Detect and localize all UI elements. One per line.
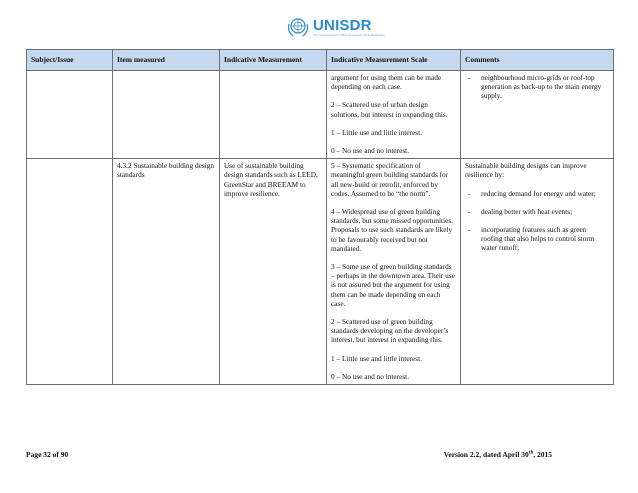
logo-wordmark: UNISDR bbox=[313, 16, 372, 34]
table-row bbox=[27, 71, 614, 159]
column-header-subject: Subject/Issue bbox=[27, 50, 113, 71]
column-header-comments: Comments bbox=[461, 50, 614, 71]
cell-subject bbox=[27, 159, 113, 385]
indicator-table bbox=[26, 49, 614, 385]
scale-level: 2 – Scattered use of urban design solutions, but interest in expanding this. bbox=[331, 100, 448, 119]
list-item: - dealing better with heat events; bbox=[465, 207, 609, 216]
comments-intro: Sustainable building designs can improve resilience by: bbox=[465, 161, 587, 180]
scale-level: 0 – No use and no interest. bbox=[331, 146, 410, 156]
page-footer bbox=[26, 450, 552, 459]
scale-level: 4 – Widespread use of green building standards, but some missed opportunities. Proposals to use such standards are likely to be favourably received but not mandated. bbox=[331, 207, 454, 253]
version-text: Version 2.2, dated April 30 bbox=[443, 450, 529, 459]
cell-measurement: Use of sustainable building design standards such as LEED, GreenStar and BREEAM to improve resilience. bbox=[220, 159, 327, 385]
scale-level: 0 – No use and no interest. bbox=[331, 371, 410, 381]
comments-list bbox=[465, 189, 609, 253]
cell-item bbox=[113, 71, 220, 159]
scale-level: argument for using them can be made depending on each case. bbox=[331, 73, 442, 92]
table-header-row bbox=[27, 50, 614, 71]
scale-level: 5 – Systematic specification of meaningful green building standards for all new-build or retrofit, enforced by codes. Assumed to be “the norm”. bbox=[331, 161, 449, 198]
unisdr-logo bbox=[286, 14, 384, 40]
scale-level: 2 – Scattered use of green building standards developing on the developer’s interest, but interest in expanding this. bbox=[331, 317, 449, 345]
list-item: - reducing demand for energy and water; bbox=[465, 189, 609, 198]
scale-level: 3 – Some use of green building standards – perhaps in the downtown area. Their use is not assured but the argument for using them can be made depending on each case. bbox=[331, 262, 455, 308]
table-row bbox=[27, 159, 614, 385]
cell-measurement bbox=[220, 71, 327, 159]
scale-level: 1 – Little use and little interest. bbox=[331, 127, 422, 137]
logo-tagline: The United Nations Office for Disaster Risk Reduction bbox=[313, 32, 385, 37]
cell-subject bbox=[27, 71, 113, 159]
cell-comments bbox=[461, 159, 614, 385]
column-header-measurement: Indicative Measurement bbox=[220, 50, 327, 71]
comments-list bbox=[465, 73, 609, 101]
column-header-item: Item measured bbox=[113, 50, 220, 71]
list-item: - incorporating features such as green roofing that also helps to control storm water runoff; bbox=[465, 225, 609, 253]
un-emblem-icon bbox=[286, 15, 310, 39]
scale-level: 1 – Little use and little interest. bbox=[331, 353, 422, 363]
cell-scale bbox=[327, 71, 461, 159]
column-header-scale: Indicative Measurement Scale bbox=[327, 50, 461, 71]
version-info bbox=[444, 450, 552, 459]
version-ordinal: th bbox=[528, 450, 534, 456]
list-item: - neighbourhood micro-grids or roof-top generation as back-up to the main energy supply. bbox=[465, 73, 609, 101]
page-number: Page 32 of 90 bbox=[26, 450, 69, 459]
cell-comments bbox=[461, 71, 614, 159]
cell-scale bbox=[327, 159, 461, 385]
version-year: , 2015 bbox=[533, 450, 552, 459]
cell-item: 4.3.2 Sustainable building design standards bbox=[113, 159, 220, 385]
